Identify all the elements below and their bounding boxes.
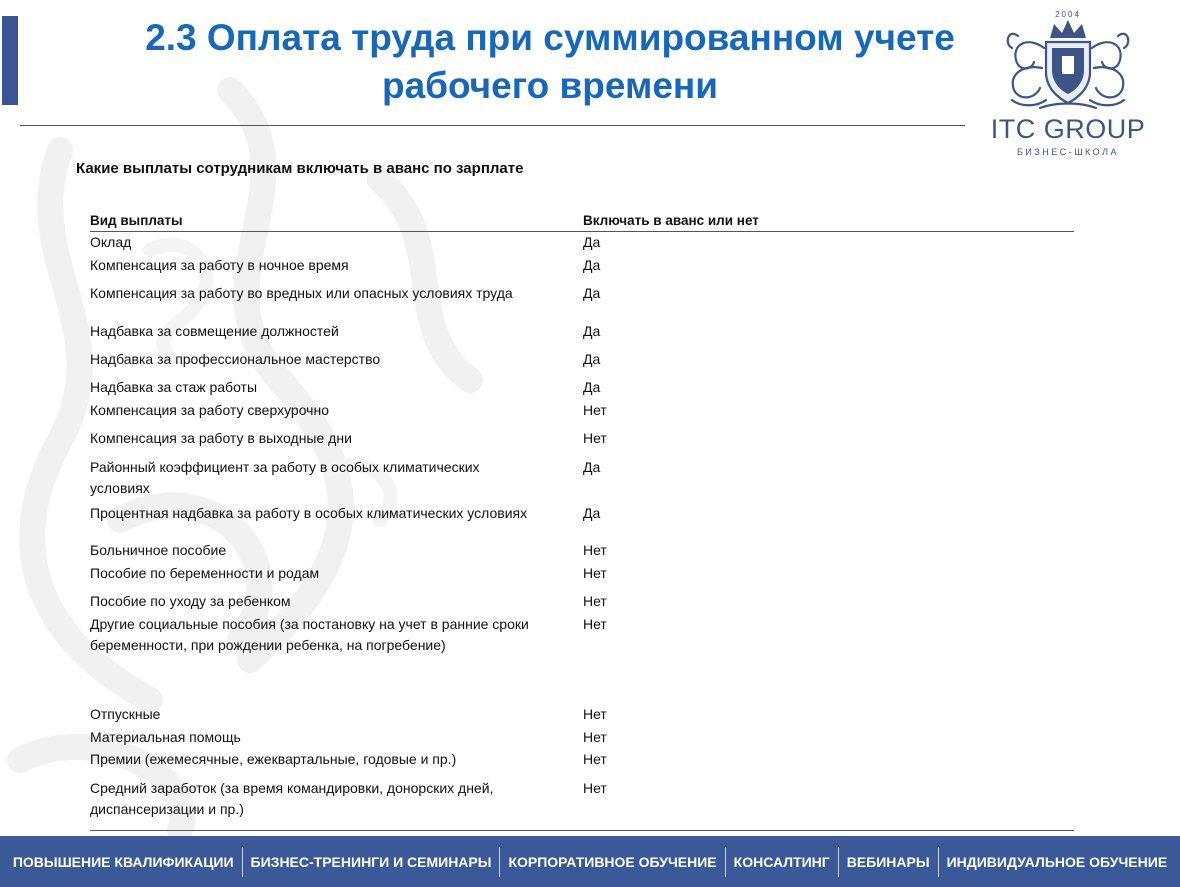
row-include-value: Да [583, 323, 601, 339]
slide-title-line-1: 2.3 Оплата труда при суммированном учете [145, 17, 955, 58]
row-include-value: Нет [583, 402, 607, 418]
row-include-value: Да [583, 257, 601, 273]
row-include-value: Нет [583, 706, 607, 722]
footer-link-trainings[interactable]: БИЗНЕС-ТРЕНИНГИ И СЕМИНАРЫ [250, 853, 492, 870]
row-payment-type: Процентная надбавка за работу в особых климатических условиях [90, 505, 528, 521]
row-include-value: Нет [583, 430, 607, 446]
footer-link-qualification[interactable]: ПОВЫШЕНИЕ КВАЛИФИКАЦИИ [12, 853, 234, 870]
row-include-value: Нет [583, 780, 607, 796]
logo-subtitle: БИЗНЕС-ШКОЛА [1016, 147, 1119, 157]
row-include-value: Нет [583, 565, 607, 581]
title-divider [20, 125, 965, 126]
footer-link-corporate[interactable]: КОРПОРАТИВНОЕ ОБУЧЕНИЕ [508, 853, 717, 870]
slide-title [80, 14, 1020, 110]
footer-link-consulting[interactable]: КОНСАЛТИНГ [733, 853, 830, 870]
company-logo [982, 8, 1154, 160]
logo-year: 2004 [1055, 10, 1081, 19]
table-bottom-rule [90, 830, 1074, 831]
row-payment-type: Больничное пособие [90, 542, 227, 558]
section-heading: Какие выплаты сотрудникам включать в аванс по зарплате [76, 160, 524, 177]
row-payment-type: Пособие по беременности и родам [90, 565, 320, 581]
row-include-value: Нет [583, 542, 607, 558]
row-payment-type: Надбавка за стаж работы [90, 379, 258, 395]
row-include-value: Да [583, 379, 601, 395]
row-payment-type: Компенсация за работу в выходные дни [90, 430, 352, 446]
row-payment-type: Материальная помощь [90, 729, 241, 745]
row-include-value: Нет [583, 593, 607, 609]
row-payment-type: Компенсация за работу в ночное время [90, 257, 349, 273]
slide-title-line-2: рабочего времени [381, 65, 719, 106]
logo-name: ITC GROUP [990, 114, 1146, 144]
row-payment-type: Надбавка за профессиональное мастерство [90, 351, 381, 367]
column-header-include: Включать в аванс или нет [583, 213, 759, 228]
crest-icon [982, 8, 1154, 116]
row-payment-type: Другие социальные пособия (за постановку на учет в ранние сроки беременности, при рождении ребенка, на погребение) [90, 616, 529, 653]
row-include-value: Да [583, 351, 601, 367]
row-include-value: Да [583, 505, 601, 521]
row-payment-type: Отпускные [90, 706, 161, 722]
footer-link-individual[interactable]: ИНДИВИДУАЛЬНОЕ ОБУЧЕНИЕ [946, 853, 1168, 870]
table-header [90, 212, 1074, 232]
footer-link-webinars[interactable]: ВЕБИНАРЫ [846, 853, 930, 870]
row-payment-type: Районный коэффициент за работу в особых климатических условиях [90, 459, 480, 496]
column-header-type: Вид выплаты [90, 213, 183, 228]
row-include-value: Нет [583, 616, 607, 632]
row-payment-type: Пособие по уходу за ребенком [90, 593, 291, 609]
row-include-value: Да [583, 234, 601, 250]
row-payment-type: Компенсация за работу во вредных или опасных условиях труда [90, 285, 513, 301]
footer-nav [0, 836, 1180, 887]
row-include-value: Нет [583, 729, 607, 745]
left-accent-bar [2, 16, 18, 105]
row-payment-type: Оклад [90, 234, 132, 250]
row-include-value: Нет [583, 751, 607, 767]
row-payment-type: Средний заработок (за время командировки, донорских дней, диспансеризации и пр.) [90, 780, 494, 817]
row-include-value: Да [583, 285, 601, 301]
row-payment-type: Премии (ежемесячные, ежеквартальные, годовые и пр.) [90, 751, 457, 767]
row-include-value: Да [583, 459, 601, 475]
row-payment-type: Компенсация за работу сверхурочно [90, 402, 329, 418]
row-payment-type: Надбавка за совмещение должностей [90, 323, 339, 339]
